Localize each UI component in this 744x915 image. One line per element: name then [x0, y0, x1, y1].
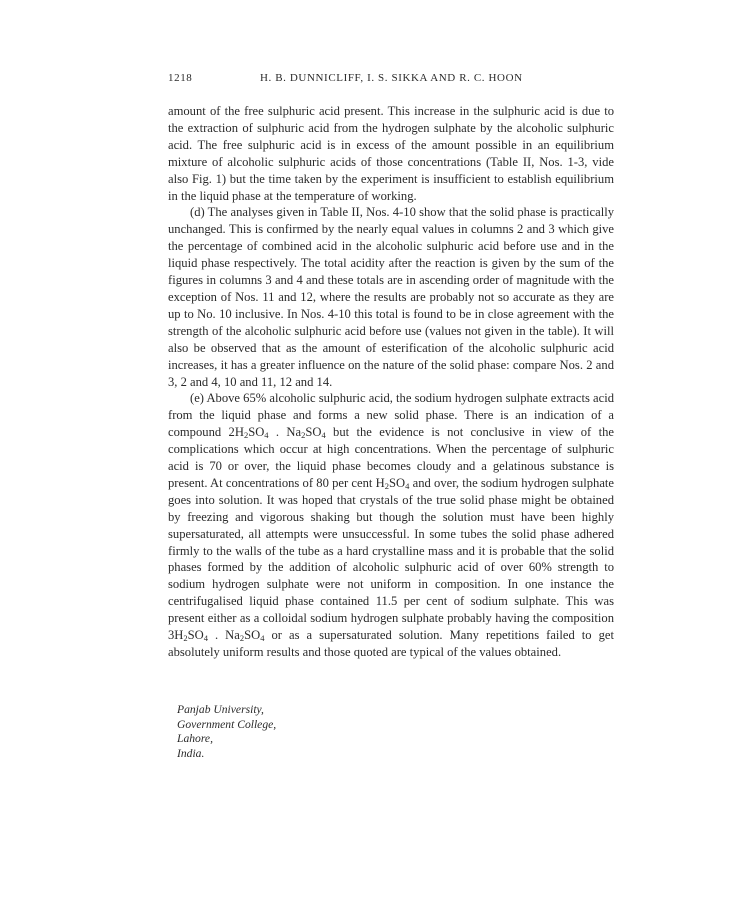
address-line-university: Panjab University,	[177, 703, 264, 716]
page-header	[168, 72, 614, 88]
address-line-city: Lahore,	[177, 732, 213, 746]
paragraph-e-text-2: but the evidence is not conclusive in view of the complications which occur at high concentrations. When the percentage of sulphuric acid is 70 or over, the liquid phase becomes cloudy and a gelatinous substance is present. At concentrations of 80 per cent	[168, 425, 614, 490]
chemical-formula-1: $2H_2SO_4$ . $Na_2SO_4$	[228, 425, 326, 441]
paragraph-e-text-3: and over, the sodium hydrogen sulphate goes into solution. It was hoped that crystals of the true solid phase might be obtained by freezing and vigorous shaking but though the solution must have been highly supersaturated, all attempts were unsuccessful. In some tubes the solid phase adhered firmly to the walls of the tube as a hard crystalline mass and it is probable that the solid phases formed by the addition of alcoholic sulphuric acid of over 60% strength to sodium hydrogen sulphate were not uniform in composition. In one instance the centrifugalised liquid phase contained 11.5 per cent of sodium sulphate. This was present either as a colloidal sodium hydrogen sulphate probably having the composition	[168, 475, 615, 626]
paragraph-d: (d) The analyses given in Table II, Nos. 4-10 show that the solid phase is practically unchanged. This is confirmed by the nearly equal values in columns 2 and 3 which give the percentage of combined acid in the alcoholic sulphuric acid before use and in the liquid phase respectively. The total acidity after the reaction is given by the sum of the figures in columns 3 and 4 and these totals are in ascending order of magnitude with the exception of Nos. 11 and 12, where the results are probably not so accurate as they are up to No. 10 inclusive. In Nos. 4-10 this total is found to be in close agreement with the strength of the alcoholic sulphuric acid before use (values not given in the table). It will also be observed that as the amount of esterification of the alcoholic sulphuric acid increases, it has a greater influence on the nature of the solid phase: compare Nos. 2 and 3, 2 and 4, 10 and 11, 12 and 14.	[168, 205, 614, 389]
article-body	[168, 103, 614, 661]
chemical-formula-3: $3H_2SO_4$ . $Na_2SO_4$	[168, 628, 265, 644]
running-head: H. B. DUNNICLIFF, I. S. SIKKA AND R. C. HOON	[260, 72, 523, 84]
page-number: 1218	[168, 72, 193, 84]
chemical-formula-2: $H_2SO_4$	[375, 475, 410, 491]
author-address	[177, 703, 276, 761]
address-line-college: Government College,	[177, 717, 277, 731]
paragraph-continuation: amount of the free sulphuric acid present. This increase in the sulphuric acid is due to the extraction of sulphuric acid from the hydrogen sulphate by the alcoholic sulphuric acid. The free sulphuric acid is in excess of the amount possible in an equilibrium mixture of alcoholic sulphuric acids of those concentrations (Table II, Nos. 1-3, vide also Fig. 1) but the time taken by the experiment is insufficient to establish equilibrium in the liquid phase at the temperature of working.	[168, 104, 614, 203]
paragraph-e	[168, 390, 614, 661]
paragraph-e-text-4: or as a supersaturated solution. Many repetitions failed to get absolutely uniform results and those quoted are typical of the values obtained.	[168, 628, 614, 659]
paragraph-e-text-1: (e) Above 65% alcoholic sulphuric acid, the sodium hydrogen sulphate extracts acid from the liquid phase and forms a new solid phase. There is an indication of a compound	[168, 391, 614, 440]
address-line-country: India.	[177, 746, 205, 760]
